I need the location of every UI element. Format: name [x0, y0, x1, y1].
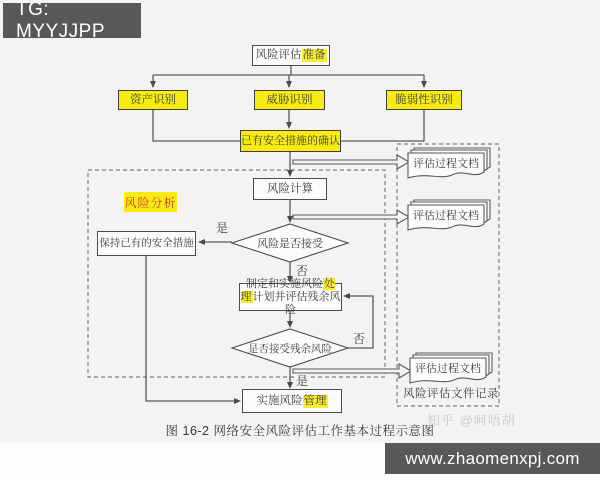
arrowhead-confirm: [286, 122, 292, 129]
arrowhead-treat-right: [343, 293, 350, 299]
node-confirm-label: 已有安全措施的确认: [241, 134, 340, 147]
node-confirm-existing-measures: [240, 130, 341, 152]
node-treat-text: [241, 278, 341, 317]
block-arrow-doc2: [293, 210, 409, 224]
node-asset-identification: [118, 90, 188, 110]
node-threat-identification: [254, 90, 325, 110]
decision1-no-label: [295, 265, 309, 278]
connector-asset-to-confirm: [153, 110, 240, 141]
arrowhead-threat: [286, 81, 292, 88]
node-risk-prep: [252, 45, 330, 66]
arrowhead-asset: [150, 81, 156, 88]
arrowhead-keep: [198, 239, 205, 245]
node-threat-label: 威胁识别: [266, 93, 313, 106]
node-keep-label: 保持已有的安全措施: [99, 237, 194, 249]
connector-vuln-to-confirm: [341, 110, 424, 141]
decision2-no-text: 否: [353, 332, 366, 346]
document3-text: 评估过程文档: [415, 363, 481, 375]
top-banner-text: TG: MYYJJPP: [16, 0, 106, 42]
node-risk-prep-highlight: 准备: [302, 49, 326, 61]
arrowhead-decision1: [287, 216, 293, 223]
node-vulnerability-identification: [386, 90, 462, 110]
treat-plain2: 计划并评估残余风险: [252, 290, 341, 316]
label-assessment-records: [403, 385, 499, 400]
decision2-yes-text: 是: [296, 374, 309, 388]
node-risk-calculation: [253, 178, 327, 200]
node-risk-treatment-plan: [239, 277, 342, 316]
node-risk-prep-label: 风险评估: [255, 49, 302, 61]
arrowhead-calc: [287, 170, 293, 177]
connector-keep-to-implement: [146, 256, 238, 401]
decision1-no-text: 否: [296, 264, 309, 278]
document2-text: 评估过程文档: [413, 210, 479, 222]
decision1-yes-text: 是: [216, 221, 229, 235]
implement-plain: 实施风险: [256, 394, 303, 407]
node-asset-label: 资产识别: [130, 93, 176, 106]
block-arrow-doc1: [293, 155, 409, 169]
decision2-text: 是否接受残余风险: [248, 342, 332, 355]
node-vuln-label: 脆弱性识别: [395, 93, 453, 106]
treat-highlight: 处理: [240, 277, 335, 303]
implement-highlight: 管理: [303, 394, 327, 407]
arrowhead-implement-left: [234, 398, 241, 404]
document2-label: [408, 204, 484, 226]
decision2-yes-label: [295, 375, 309, 388]
decision2-label: [232, 329, 348, 367]
risk-analysis-text: 风险分析: [124, 195, 177, 210]
node-keep-existing-measures: [97, 231, 196, 256]
arrowhead-vuln: [421, 81, 427, 88]
decision1-yes-label: [215, 222, 229, 235]
decision2-no-label: [352, 333, 366, 346]
watermark: [427, 410, 516, 429]
node-implement-risk-management: [242, 389, 342, 413]
caption-text: 图 16-2 网络安全风险评估工作基本过程示意图: [165, 424, 435, 438]
watermark-text: 知乎 @呵唔胡: [427, 413, 516, 428]
treat-plain1: 制定和实施风险: [246, 277, 323, 290]
document1-text: 评估过程文档: [413, 158, 479, 170]
top-banner: [3, 0, 141, 42]
label-risk-analysis: [124, 192, 177, 212]
node-calc-label: 风险计算: [267, 182, 313, 195]
records-text: 风险评估文件记录: [403, 387, 499, 400]
bottom-banner-text: www.zhaomenxpj.com: [405, 448, 580, 468]
document1-label: [408, 152, 484, 174]
arrowhead-decision2: [287, 321, 293, 328]
decision1-label: [232, 224, 348, 262]
bottom-banner: [385, 443, 600, 474]
arrowhead-implement-top: [287, 382, 293, 389]
document3-label: [410, 357, 486, 379]
decision1-text: 风险是否接受: [257, 238, 323, 250]
